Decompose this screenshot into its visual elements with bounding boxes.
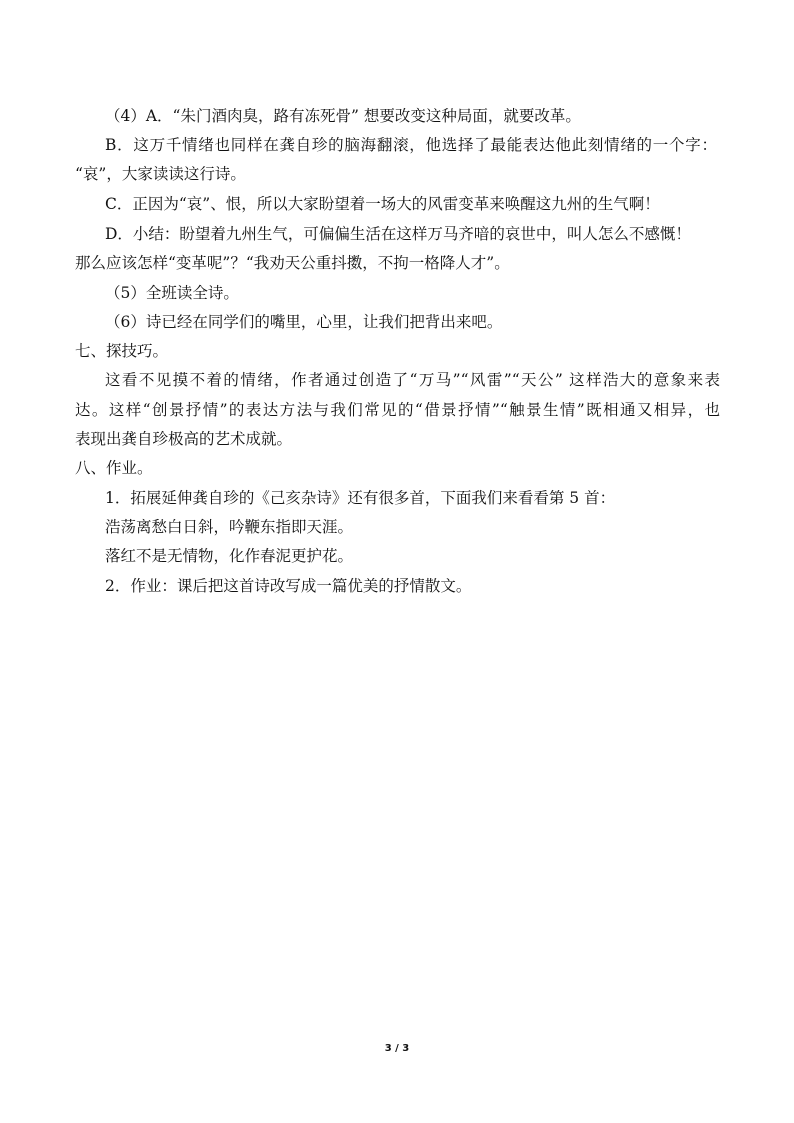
paragraph-line-7: （5）全班读全诗。 — [105, 284, 239, 302]
paragraph-line-6: 那么应该怎样“变革呢”？“我劝天公重抖擞，不拘一格降人才”。 — [75, 254, 510, 272]
poem-line-2: 落红不是无情物，化作春泥更护花。 — [105, 547, 354, 565]
paragraph-line-1: （4）A．“朱门酒肉臭，路有冻死骨” 想要改变这种局面，就要改革。 — [105, 107, 581, 125]
page-number: 3 / 3 — [384, 1043, 410, 1054]
paragraph-line-10: 达。这样“创景抒情”的表达方法与我们常见的“借景抒情”“触景生情”既相通又相异，也 — [75, 401, 720, 419]
paragraph-line-3: “哀”，大家读读这行诗。 — [75, 165, 246, 183]
paragraph-line-4: C．正因为“哀”、恨，所以大家盼望着一场大的风雷变革来唤醒这九州的生气啊！ — [105, 195, 660, 213]
paragraph-line-9: 这看不见摸不着的情绪，作者通过创造了“万马”“风雷”“天公” 这样浩大的意象来表 — [105, 371, 720, 389]
paragraph-line-5: D．小结：盼望着九州生气，可偏偏生活在这样万马齐喑的哀世中，叫人怎么不感慨！ — [105, 225, 691, 243]
poem-line-1: 浩荡离愁白日斜，吟鞭东指即天涯。 — [105, 518, 354, 536]
paragraph-line-12: 1．拓展延伸龚自珍的《己亥杂诗》还有很多首，下面我们来看看第 5 首： — [105, 489, 616, 507]
paragraph-line-13: 2．作业：课后把这首诗改写成一篇优美的抒情散文。 — [105, 577, 472, 595]
section-heading-8: 八、作业。 — [75, 459, 153, 477]
paragraph-line-2: B．这万千情绪也同样在龚自珍的脑海翻滚，他选择了最能表达他此刻情绪的一个字： — [105, 136, 717, 154]
paragraph-line-8: （6）诗已经在同学们的嘴里，心里，让我们把背出来吧。 — [105, 313, 503, 331]
paragraph-line-11: 表现出龚自珍极高的艺术成就。 — [75, 430, 293, 448]
section-heading-7: 七、探技巧。 — [75, 342, 169, 360]
